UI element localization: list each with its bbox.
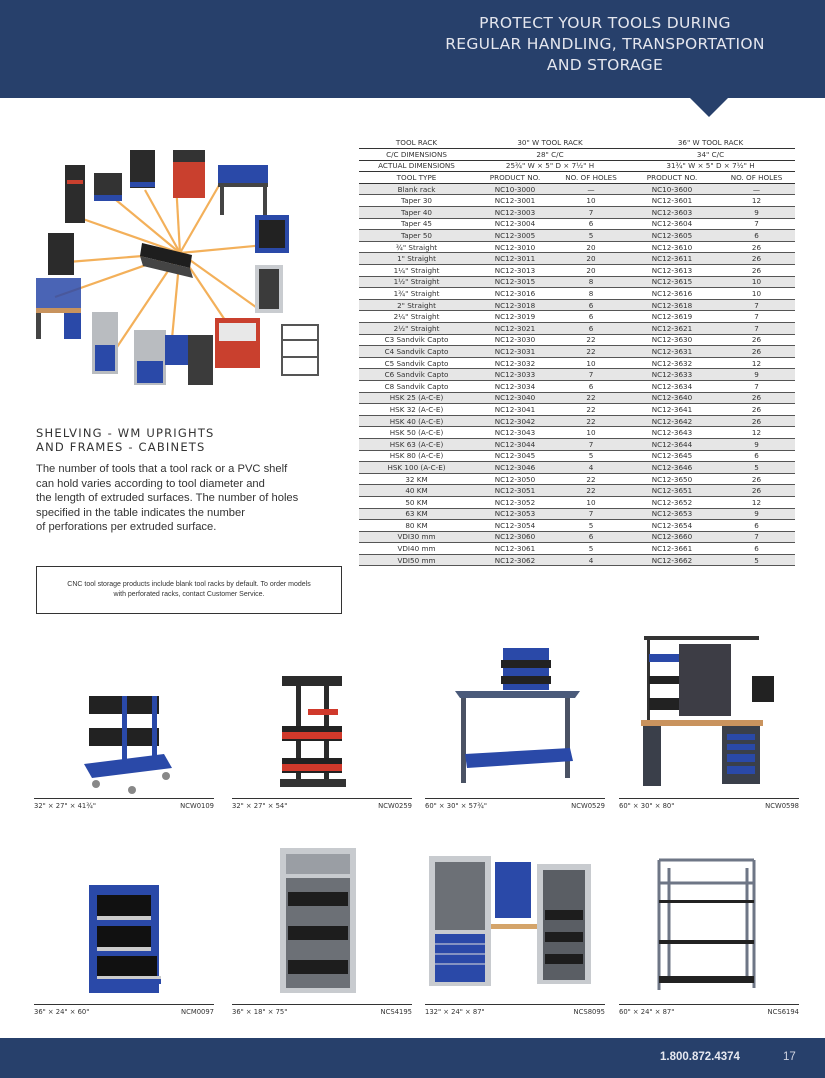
product-no-30-cell: NC12-3045 [474,450,556,462]
product-dimensions: 36" × 24" × 60" [34,1008,90,1016]
product-no-36-cell: NC12-3660 [626,531,718,543]
holes-36-cell: 26 [718,473,795,485]
tool-type-cell: 40 KM [359,485,474,497]
product-caption [232,1004,412,1016]
footer-bar [0,1038,825,1078]
table-row [359,299,795,311]
product-sku: NCW0529 [571,802,605,810]
table-row [359,543,795,555]
description-line: of perforations per extruded surface. [36,521,217,534]
tool-type-cell: Taper 45 [359,218,474,230]
holes-36-cell: 10 [718,288,795,300]
product-no-36-cell: NC12-3621 [626,323,718,335]
tool-type-cell: HSK 25 (A-C-E) [359,392,474,404]
section-heading-line: AND FRAMES - CABINETS [36,440,206,454]
table-row [359,195,795,207]
product-no-36-cell: NC12-3641 [626,404,718,416]
tool-type-cell: VDI30 mm [359,531,474,543]
product-no-36-cell: NC12-3632 [626,357,718,369]
holes-30-cell: 5 [556,450,626,462]
header-banner [0,0,825,98]
holes-36-cell: 12 [718,195,795,207]
product-no-36-cell: NC12-3646 [626,462,718,474]
product-caption [619,1004,799,1016]
table-row [359,241,795,253]
header-line: PROTECT YOUR TOOLS DURING [479,14,731,32]
product-no-36-cell: NC10-3600 [626,183,718,195]
tool-type-cell: Taper 30 [359,195,474,207]
product-no-30-cell: NC12-3001 [474,195,556,207]
holes-36-cell: 12 [718,427,795,439]
product-no-36-cell: NC12-3613 [626,265,718,277]
product-no-36-cell: NC12-3651 [626,485,718,497]
rack-30-heading: 30" W TOOL RACK [474,137,626,149]
tool-rack-spec-table [359,137,795,566]
product-no-36-cell: NC12-3616 [626,288,718,300]
tool-rack-hub-illustration [30,135,330,385]
product-caption [619,798,799,810]
actual-30-value: 25¾" W × 5" D × 7½" H [474,160,626,172]
table-row [359,438,795,450]
table-row [359,253,795,265]
header-line: AND STORAGE [546,56,664,74]
table-row [359,415,795,427]
column-header-holes-36: NO. OF HOLES [718,172,795,184]
table-row [359,496,795,508]
product-no-30-cell: NC12-3005 [474,230,556,242]
product-sku: NCS8095 [573,1008,605,1016]
tool-type-cell: HSK 80 (A-C-E) [359,450,474,462]
table-row [359,334,795,346]
table-row [359,531,795,543]
product-no-30-cell: NC12-3031 [474,346,556,358]
table-row [359,462,795,474]
product-no-30-cell: NC12-3040 [474,392,556,404]
product-sku: NCW0259 [378,802,412,810]
product-caption [34,1004,214,1016]
table-row [359,554,795,566]
holes-30-cell: 8 [556,288,626,300]
holes-30-cell: 6 [556,380,626,392]
table-row [359,427,795,439]
holes-36-cell: 9 [718,438,795,450]
product-no-36-cell: NC12-3601 [626,195,718,207]
tool-type-cell: HSK 40 (A-C-E) [359,415,474,427]
holes-30-cell: 5 [556,520,626,532]
tool-type-cell: C4 Sandvik Capto [359,346,474,358]
product-no-30-cell: NC12-3051 [474,485,556,497]
holes-36-cell: 26 [718,253,795,265]
product-no-36-cell: NC12-3640 [626,392,718,404]
holes-30-cell: 6 [556,531,626,543]
tool-type-cell: ¾" Straight [359,241,474,253]
product-no-36-cell: NC12-3662 [626,554,718,566]
table-row [359,357,795,369]
product-no-30-cell: NC12-3015 [474,276,556,288]
note-line: CNC tool storage products include blank tool racks by default. To order models [67,581,311,588]
product-no-36-cell: NC12-3605 [626,230,718,242]
product-no-30-cell: NC12-3044 [474,438,556,450]
holes-30-cell: — [556,183,626,195]
table-row [359,218,795,230]
product-family-diagram [30,135,330,385]
holes-30-cell: 7 [556,207,626,219]
product-no-36-cell: NC12-3603 [626,207,718,219]
cc-36-value: 34" C/C [626,149,795,161]
table-header-row-cc [359,149,795,161]
holes-30-cell: 22 [556,473,626,485]
tool-type-cell: HSK 63 (A-C-E) [359,438,474,450]
product-no-36-cell: NC12-3631 [626,346,718,358]
holes-36-cell: 26 [718,241,795,253]
holes-30-cell: 20 [556,253,626,265]
holes-36-cell: — [718,183,795,195]
product-no-30-cell: NC12-3010 [474,241,556,253]
tool-type-cell: 32 KM [359,473,474,485]
tool-type-cell: 1¾" Straight [359,288,474,300]
product-no-30-cell: NC10-3000 [474,183,556,195]
product-image-tool-rack-tower-red [232,636,412,796]
tool-type-cell: 2½" Straight [359,323,474,335]
product-caption [34,798,214,810]
cc-dimensions-label: C/C DIMENSIONS [359,149,474,161]
holes-36-cell: 6 [718,450,795,462]
holes-36-cell: 26 [718,265,795,277]
table-column-headers [359,172,795,184]
holes-36-cell: 26 [718,334,795,346]
column-header-product-no-36: PRODUCT NO. [626,172,718,184]
holes-36-cell: 26 [718,392,795,404]
description-line: The number of tools that a tool rack or a PVC shelf [36,463,288,475]
product-dimensions: 36" × 18" × 75" [232,1008,288,1016]
holes-36-cell: 5 [718,462,795,474]
product-no-30-cell: NC12-3034 [474,380,556,392]
holes-36-cell: 26 [718,485,795,497]
holes-36-cell: 7 [718,299,795,311]
product-no-36-cell: NC12-3653 [626,508,718,520]
table-row [359,346,795,358]
product-no-30-cell: NC12-3021 [474,323,556,335]
product-caption [425,1004,605,1016]
actual-36-value: 31¾" W × 5" D × 7½" H [626,160,795,172]
product-no-30-cell: NC12-3013 [474,265,556,277]
table-row [359,311,795,323]
product-no-30-cell: NC12-3003 [474,207,556,219]
holes-36-cell: 9 [718,369,795,381]
product-no-36-cell: NC12-3644 [626,438,718,450]
tool-type-cell: HSK 100 (A-C-E) [359,462,474,474]
tool-type-cell: HSK 32 (A-C-E) [359,404,474,416]
page-number: 17 [783,1051,796,1063]
product-no-36-cell: NC12-3650 [626,473,718,485]
table-row [359,520,795,532]
table-row [359,207,795,219]
product-no-36-cell: NC12-3630 [626,334,718,346]
holes-36-cell: 6 [718,520,795,532]
product-no-30-cell: NC12-3053 [474,508,556,520]
product-caption [232,798,412,810]
product-image-drawer-cabinet-blue [34,840,214,1000]
holes-30-cell: 22 [556,415,626,427]
tool-type-cell: 50 KM [359,496,474,508]
holes-30-cell: 20 [556,241,626,253]
tool-type-cell: C6 Sandvik Capto [359,369,474,381]
tool-type-cell: Taper 50 [359,230,474,242]
holes-30-cell: 4 [556,554,626,566]
table-row [359,404,795,416]
table-row [359,288,795,300]
product-no-30-cell: NC12-3052 [474,496,556,508]
table-header-row-rack [359,137,795,149]
product-sku: NCS4195 [380,1008,412,1016]
holes-36-cell: 9 [718,508,795,520]
holes-30-cell: 22 [556,392,626,404]
holes-30-cell: 6 [556,311,626,323]
product-no-36-cell: NC12-3643 [626,427,718,439]
table-row [359,508,795,520]
product-dimensions: 32" × 27" × 54" [232,802,288,810]
tool-type-cell: HSK 50 (A-C-E) [359,427,474,439]
product-no-36-cell: NC12-3615 [626,276,718,288]
product-image-workbench-with-racks [425,636,605,796]
table-row [359,473,795,485]
table-row [359,323,795,335]
holes-30-cell: 22 [556,485,626,497]
tool-type-cell: C3 Sandvik Capto [359,334,474,346]
product-no-30-cell: NC12-3043 [474,427,556,439]
product-no-30-cell: NC12-3016 [474,288,556,300]
table-row [359,276,795,288]
table-row [359,183,795,195]
product-no-30-cell: NC12-3061 [474,543,556,555]
product-no-30-cell: NC12-3011 [474,253,556,265]
holes-30-cell: 22 [556,346,626,358]
product-image-open-shelving-rack [619,840,799,1000]
holes-30-cell: 22 [556,334,626,346]
product-no-30-cell: NC12-3019 [474,311,556,323]
tool-type-cell: VDI50 mm [359,554,474,566]
product-dimensions: 132" × 24" × 87" [425,1008,485,1016]
holes-30-cell: 6 [556,218,626,230]
tool-type-cell: C8 Sandvik Capto [359,380,474,392]
product-no-30-cell: NC12-3050 [474,473,556,485]
product-no-36-cell: NC12-3645 [626,450,718,462]
product-no-30-cell: NC12-3042 [474,415,556,427]
product-dimensions: 32" × 27" × 41¾" [34,802,96,810]
holes-36-cell: 12 [718,496,795,508]
holes-36-cell: 7 [718,531,795,543]
product-no-30-cell: NC12-3062 [474,554,556,566]
product-sku: NCW0109 [180,802,214,810]
cc-30-value: 28" C/C [474,149,626,161]
holes-30-cell: 4 [556,462,626,474]
holes-36-cell: 9 [718,207,795,219]
product-no-30-cell: NC12-3041 [474,404,556,416]
table-row [359,485,795,497]
tool-type-cell: Taper 40 [359,207,474,219]
product-no-30-cell: NC12-3033 [474,369,556,381]
product-no-30-cell: NC12-3046 [474,462,556,474]
column-header-holes-30: NO. OF HOLES [556,172,626,184]
holes-30-cell: 7 [556,508,626,520]
holes-30-cell: 5 [556,230,626,242]
product-image-shelving-cabinet-grey [232,840,412,1000]
header-pointer-triangle [690,98,728,117]
tool-type-cell: Blank rack [359,183,474,195]
product-no-30-cell: NC12-3054 [474,520,556,532]
table-header-row-actual [359,160,795,172]
holes-36-cell: 7 [718,311,795,323]
product-no-30-cell: NC12-3018 [474,299,556,311]
note-line: with perforated racks, contact Customer Service. [113,591,265,598]
table-row [359,392,795,404]
product-no-36-cell: NC12-3619 [626,311,718,323]
holes-36-cell: 26 [718,415,795,427]
product-image-tool-cart-blue [34,636,214,796]
tool-type-cell: VDI40 mm [359,543,474,555]
product-no-36-cell: NC12-3652 [626,496,718,508]
tool-type-cell: 63 KM [359,508,474,520]
column-header-product-no-30: PRODUCT NO. [474,172,556,184]
product-no-36-cell: NC12-3661 [626,543,718,555]
product-no-36-cell: NC12-3642 [626,415,718,427]
table-row [359,450,795,462]
holes-36-cell: 6 [718,543,795,555]
section-heading-line: SHELVING - WM UPRIGHTS [36,426,215,440]
product-caption [425,798,605,810]
product-no-36-cell: NC12-3633 [626,369,718,381]
description-line: can hold varies according to tool diameter and [36,477,265,490]
product-no-36-cell: NC12-3611 [626,253,718,265]
section-heading [36,426,336,454]
tool-type-cell: 1½" Straight [359,276,474,288]
tool-type-cell: 1" Straight [359,253,474,265]
product-no-36-cell: NC12-3610 [626,241,718,253]
column-header-tool-type: TOOL TYPE [359,172,474,184]
product-no-36-cell: NC12-3654 [626,520,718,532]
customer-service-note [36,566,342,614]
holes-30-cell: 10 [556,427,626,439]
actual-dimensions-label: ACTUAL DIMENSIONS [359,160,474,172]
tool-type-cell: C5 Sandvik Capto [359,357,474,369]
tool-rack-label: TOOL RACK [359,137,474,149]
holes-36-cell: 7 [718,323,795,335]
product-image-shelving-workstation-combo [425,840,605,1000]
holes-30-cell: 6 [556,299,626,311]
holes-30-cell: 20 [556,265,626,277]
header-line: REGULAR HANDLING, TRANSPORTATION [445,35,765,53]
holes-36-cell: 7 [718,218,795,230]
holes-36-cell: 5 [718,554,795,566]
product-image-workstation-with-drawers [619,636,799,796]
tool-type-cell: 1¼" Straight [359,265,474,277]
description-line: the length of extruded surfaces. The number of holes [36,492,299,505]
product-no-30-cell: NC12-3032 [474,357,556,369]
table-row [359,369,795,381]
table-row [359,230,795,242]
product-no-36-cell: NC12-3618 [626,299,718,311]
holes-30-cell: 7 [556,369,626,381]
section-description [36,462,336,535]
tool-type-cell: 80 KM [359,520,474,532]
table-row [359,265,795,277]
holes-30-cell: 10 [556,496,626,508]
rack-36-heading: 36" W TOOL RACK [626,137,795,149]
product-dimensions: 60" × 30" × 80" [619,802,675,810]
table-row [359,380,795,392]
holes-36-cell: 26 [718,346,795,358]
tool-type-cell: 2" Straight [359,299,474,311]
holes-30-cell: 10 [556,357,626,369]
product-no-30-cell: NC12-3060 [474,531,556,543]
phone-number[interactable]: 1.800.872.4374 [660,1051,740,1063]
holes-30-cell: 5 [556,543,626,555]
description-line: specified in the table indicates the number [36,506,245,519]
holes-36-cell: 6 [718,230,795,242]
holes-36-cell: 10 [718,276,795,288]
product-dimensions: 60" × 30" × 57¾" [425,802,487,810]
product-sku: NCM0097 [181,1008,214,1016]
holes-30-cell: 8 [556,276,626,288]
header-title [425,13,785,76]
holes-36-cell: 12 [718,357,795,369]
product-no-36-cell: NC12-3604 [626,218,718,230]
product-no-36-cell: NC12-3634 [626,380,718,392]
product-sku: NCW0598 [765,802,799,810]
holes-30-cell: 10 [556,195,626,207]
holes-30-cell: 7 [556,438,626,450]
product-dimensions: 60" × 24" × 87" [619,1008,675,1016]
product-no-30-cell: NC12-3004 [474,218,556,230]
tool-type-cell: 2¼" Straight [359,311,474,323]
holes-36-cell: 26 [718,404,795,416]
holes-36-cell: 7 [718,380,795,392]
holes-30-cell: 22 [556,404,626,416]
product-sku: NCS6194 [767,1008,799,1016]
product-no-30-cell: NC12-3030 [474,334,556,346]
holes-30-cell: 6 [556,323,626,335]
